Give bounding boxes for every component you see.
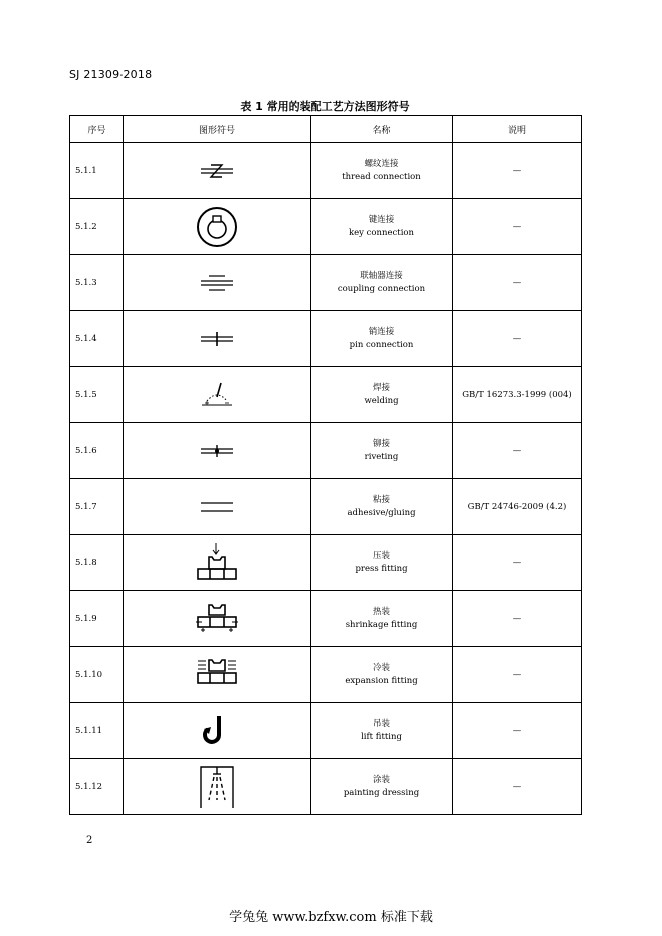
press-fitting-icon xyxy=(194,541,240,585)
column-header-name: 名称 xyxy=(311,116,453,143)
name-zh: 压装 xyxy=(372,550,390,561)
expansion-fitting-icon xyxy=(194,657,240,693)
name-zh: 螺纹连接 xyxy=(364,158,399,169)
column-header-no: 序号 xyxy=(70,116,124,143)
column-header-symbol: 图形符号 xyxy=(124,116,311,143)
table-row xyxy=(70,367,582,423)
name-en: coupling connection xyxy=(337,283,426,294)
row-number: 5.1.4 xyxy=(70,311,124,367)
riveting-icon xyxy=(197,439,237,463)
table-row xyxy=(70,143,582,199)
table-row xyxy=(70,199,582,255)
note: — xyxy=(453,199,582,255)
row-number: 5.1.12 xyxy=(70,759,124,815)
name-en: key connection xyxy=(348,227,415,238)
table-row xyxy=(70,535,582,591)
coupling-connection-icon xyxy=(197,271,237,295)
name-zh: 联轴器连接 xyxy=(360,270,403,281)
note: — xyxy=(453,647,582,703)
key-connection-icon xyxy=(195,205,239,249)
name-en: painting dressing xyxy=(343,787,420,798)
table-row xyxy=(70,759,582,815)
table-caption: 表 1 常用的装配工艺方法图形符号 xyxy=(240,100,410,113)
name-en: shrinkage fitting xyxy=(345,619,418,630)
table-row xyxy=(70,255,582,311)
row-number: 5.1.6 xyxy=(70,423,124,479)
row-number: 5.1.11 xyxy=(70,703,124,759)
name-en: pin connection xyxy=(349,339,414,350)
row-number: 5.1.3 xyxy=(70,255,124,311)
row-number: 5.1.1 xyxy=(70,143,124,199)
row-number: 5.1.7 xyxy=(70,479,124,535)
table-row xyxy=(70,647,582,703)
row-number: 5.1.9 xyxy=(70,591,124,647)
footer-watermark: 学兔兔 www.bzfxw.com 标准下载 xyxy=(229,910,433,925)
note: GB/T 24746-2009 (4.2) xyxy=(453,479,582,535)
row-number: 5.1.8 xyxy=(70,535,124,591)
name-en: lift fitting xyxy=(361,731,402,742)
name-zh: 涂装 xyxy=(372,774,390,785)
name-zh: 键连接 xyxy=(368,214,395,225)
note: GB/T 16273.3-1999 (004) xyxy=(453,367,582,423)
painting-dressing-icon xyxy=(197,764,237,810)
name-zh: 粘接 xyxy=(372,494,390,505)
name-en: press fitting xyxy=(355,563,408,574)
table-row xyxy=(70,591,582,647)
table-row xyxy=(70,423,582,479)
table-row xyxy=(70,479,582,535)
shrinkage-fitting-icon xyxy=(194,599,240,639)
adhesive-gluing-icon xyxy=(197,495,237,519)
standard-code: SJ 21309-2018 xyxy=(69,68,153,81)
note: — xyxy=(453,535,582,591)
row-number: 5.1.5 xyxy=(70,367,124,423)
page-number: 2 xyxy=(86,835,93,846)
name-en: thread connection xyxy=(342,171,421,182)
thread-connection-icon xyxy=(197,159,237,183)
name-zh: 销连接 xyxy=(368,326,395,337)
name-zh: 热装 xyxy=(372,606,390,617)
table-row xyxy=(70,311,582,367)
note: — xyxy=(453,759,582,815)
table-row xyxy=(70,703,582,759)
note: — xyxy=(453,143,582,199)
symbol-table xyxy=(69,115,582,815)
lift-fitting-icon xyxy=(199,713,235,749)
name-zh: 焊接 xyxy=(372,382,390,393)
note: — xyxy=(453,423,582,479)
row-number: 5.1.10 xyxy=(70,647,124,703)
row-number: 5.1.2 xyxy=(70,199,124,255)
name-zh: 铆接 xyxy=(372,438,390,449)
name-en: welding xyxy=(364,395,399,406)
name-en: riveting xyxy=(364,451,399,462)
note: — xyxy=(453,703,582,759)
note: — xyxy=(453,255,582,311)
name-zh: 吊装 xyxy=(372,718,390,729)
name-en: expansion fitting xyxy=(345,675,418,686)
note: — xyxy=(453,591,582,647)
name-zh: 冷装 xyxy=(372,662,390,673)
table-header-row xyxy=(70,116,582,143)
column-header-note: 说明 xyxy=(453,116,582,143)
note: — xyxy=(453,311,582,367)
name-en: adhesive/gluing xyxy=(347,507,416,518)
welding-icon xyxy=(197,379,237,411)
pin-connection-icon xyxy=(197,327,237,351)
